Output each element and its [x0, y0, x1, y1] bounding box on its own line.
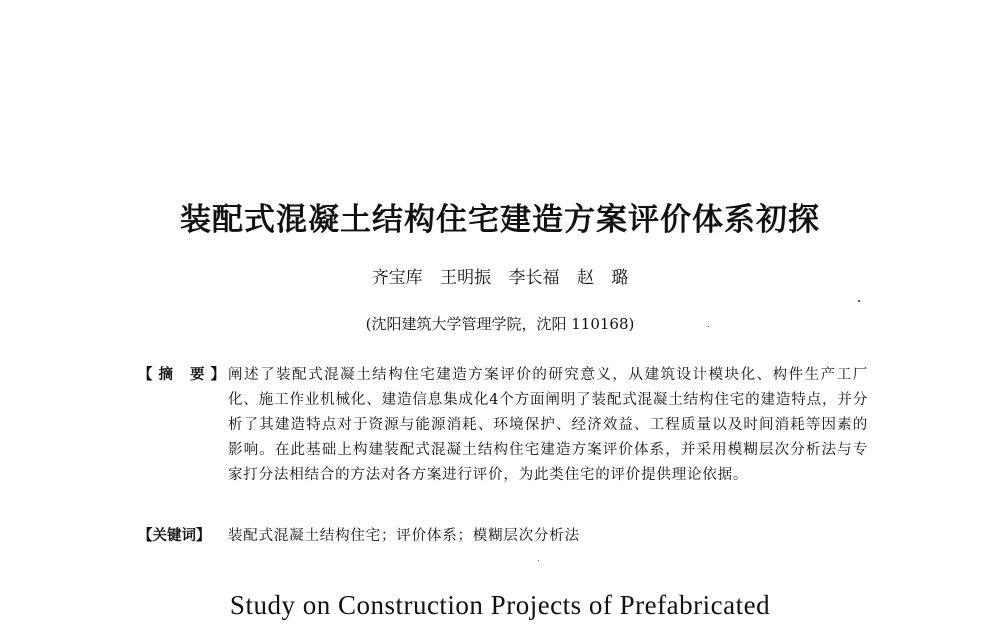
scan-speck	[708, 326, 709, 327]
author-affiliation: (沈阳建筑大学管理学院，沈阳 110168)	[365, 315, 635, 333]
abstract-section	[138, 363, 868, 488]
abstract-text: 阐述了装配式混凝土结构住宅建造方案评价的研究意义，从建筑设计模块化、构件生产工厂化、施工作业机械化、建造信息集成化4个方面阐明了装配式混凝土结构住宅的建造特点，并分析了其建造特点对于资源与能源消耗、环境保护、经济效益、工程质量以及时间消耗等因素的影响。在此基础上构建装配式混凝土结构住宅建造方案评价体系，并采用模糊层次分析法与专家打分法相结合的方法对各方案进行评价，为此类住宅的评价提供理论依据。	[228, 367, 868, 483]
author-list: 齐宝库 王明振 李长福 赵 璐	[371, 268, 629, 288]
scan-speck	[538, 560, 539, 561]
keywords-text: 装配式混凝土结构住宅；评价体系；模糊层次分析法	[228, 528, 580, 544]
keywords-label: 【关键词】	[138, 528, 211, 544]
keywords-section	[138, 524, 868, 549]
scan-speck	[858, 300, 860, 302]
english-title: Study on Construction Projects of Prefabricated	[229, 590, 771, 620]
abstract-label: 【摘 要】	[138, 367, 232, 383]
paper-title: 装配式混凝土结构住宅建造方案评价体系初探	[180, 202, 820, 238]
